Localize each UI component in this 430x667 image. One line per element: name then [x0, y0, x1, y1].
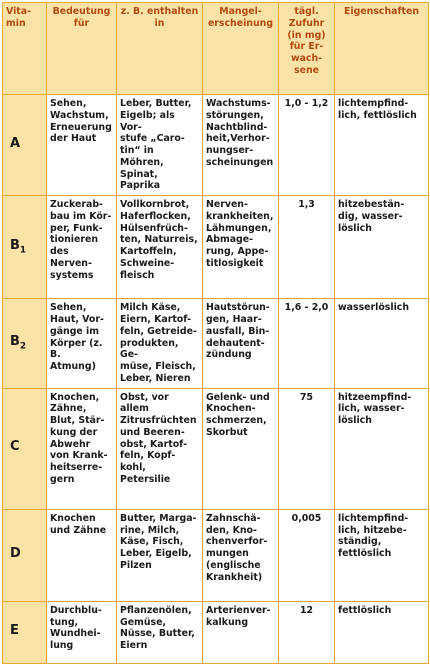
cell-enthalten: Vollkornbrot, Haferflocken, Hülsenfrüch- ten, Naturreis, Kartoffeln, Schweine- fleisch: [117, 196, 203, 299]
cell-bedeutung: Sehen, Haut, Vor- gänge im Körper (z. B. Atmung): [47, 299, 117, 388]
cell-mangel: Wachstums- störungen, Nachtblind- heit,Verhor- nungser- scheinungen: [203, 95, 279, 196]
cell-enthalten: Milch Käse, Eiern, Kartof- feln, Getreide- produkten, Ge- müse, Fleisch, Leber, Nieren: [117, 299, 203, 388]
vitamin-name: [3, 95, 47, 196]
vitamin-name: [3, 509, 47, 601]
cell-enthalten: Leber, Butter, Eigelb; als Vor- stufe „Caro- tin“ in Möhren, Spinat, Paprika: [117, 95, 203, 196]
cell-eigenschaften: wasserlöslich: [335, 299, 429, 388]
header-vitamin: Vita- min: [3, 3, 47, 95]
vitamin-letter: A: [10, 135, 21, 151]
table-row: [3, 95, 429, 196]
vitamin-name: [3, 601, 47, 663]
cell-bedeutung: Sehen, Wachstum, Erneuerung der Haut: [47, 95, 117, 196]
cell-mangel: Arterienver- kalkung: [203, 601, 279, 663]
table-row: [3, 509, 429, 601]
cell-enthalten: Butter, Marga- rine, Milch, Käse, Fisch, Leber, Eigelb, Pilzen: [117, 509, 203, 601]
cell-mangel: Hautstörun- gen, Haar- ausfall, Bin- dehautent- zündung: [203, 299, 279, 388]
header-bedeutung: Bedeutung für: [47, 3, 117, 95]
vitamin-name: [3, 388, 47, 509]
vitamin-name: [3, 299, 47, 388]
cell-zufuhr: 1,6 - 2,0: [279, 299, 335, 388]
vitamin-letter: D: [10, 545, 21, 561]
header-enthalten: z. B. enthalten in: [117, 3, 203, 95]
cell-bedeutung: Knochen und Zähne: [47, 509, 117, 601]
cell-zufuhr: 75: [279, 388, 335, 509]
vitamin-subscript: 1: [19, 245, 27, 256]
cell-bedeutung: Durchblu- tung, Wundhei- lung: [47, 601, 117, 663]
header-zufuhr: tägl. Zufuhr (in mg) für Er- wach- sene: [279, 3, 335, 95]
table-body: [3, 95, 429, 664]
cell-mangel: Gelenk- und Knochen- schmerzen, Skorbut: [203, 388, 279, 509]
cell-bedeutung: Zuckerab- bau im Kör- per, Funk- tionieren des Nerven- systems: [47, 196, 117, 299]
vitamin-table: [2, 2, 429, 664]
cell-eigenschaften: lichtempfind- lich, hitzebe- ständig, fettlöslich: [335, 509, 429, 601]
cell-eigenschaften: hitzebestän- dig, wasser- löslich: [335, 196, 429, 299]
cell-mangel: Zahnschä- den, Kno- chenverfor- mungen (englische Krankheit): [203, 509, 279, 601]
vitamin-name: [3, 196, 47, 299]
cell-zufuhr: 1,0 - 1,2: [279, 95, 335, 196]
table-row: [3, 388, 429, 509]
cell-eigenschaften: hitzeempfind- lich, wasser- löslich: [335, 388, 429, 509]
cell-bedeutung: Knochen, Zähne, Blut, Stär- kung der Abwehr von Krank- heitserre- gern: [47, 388, 117, 509]
vitamin-letter: B: [10, 334, 20, 349]
cell-zufuhr: 12: [279, 601, 335, 663]
table-row: [3, 196, 429, 299]
cell-eigenschaften: fettlöslich: [335, 601, 429, 663]
vitamin-letter: C: [10, 439, 20, 455]
cell-enthalten: Obst, vor allem Zitrusfrüchten und Beeren- obst, Kartof- feln, Kopf- kohl, Petersilie: [117, 388, 203, 509]
cell-eigenschaften: lichtempfind- lich, fettlöslich: [335, 95, 429, 196]
cell-zufuhr: 0,005: [279, 509, 335, 601]
vitamin-letter: B: [10, 237, 20, 253]
cell-mangel: Nerven- krankheiten, Lähmungen, Abmage- rung, Appe- titlosigkeit: [203, 196, 279, 299]
cell-zufuhr: 1,3: [279, 196, 335, 299]
vitamin-subscript: 2: [19, 341, 27, 352]
cell-enthalten: Pflanzenölen, Gemüse, Nüsse, Butter, Eiern: [117, 601, 203, 663]
header-row: [3, 3, 429, 95]
header-eigenschaften: Eigenschaften: [335, 3, 429, 95]
vitamin-letter: E: [10, 623, 19, 639]
table-row: [3, 299, 429, 388]
header-mangel: Mangel- erscheinung: [203, 3, 279, 95]
table-row: [3, 601, 429, 663]
